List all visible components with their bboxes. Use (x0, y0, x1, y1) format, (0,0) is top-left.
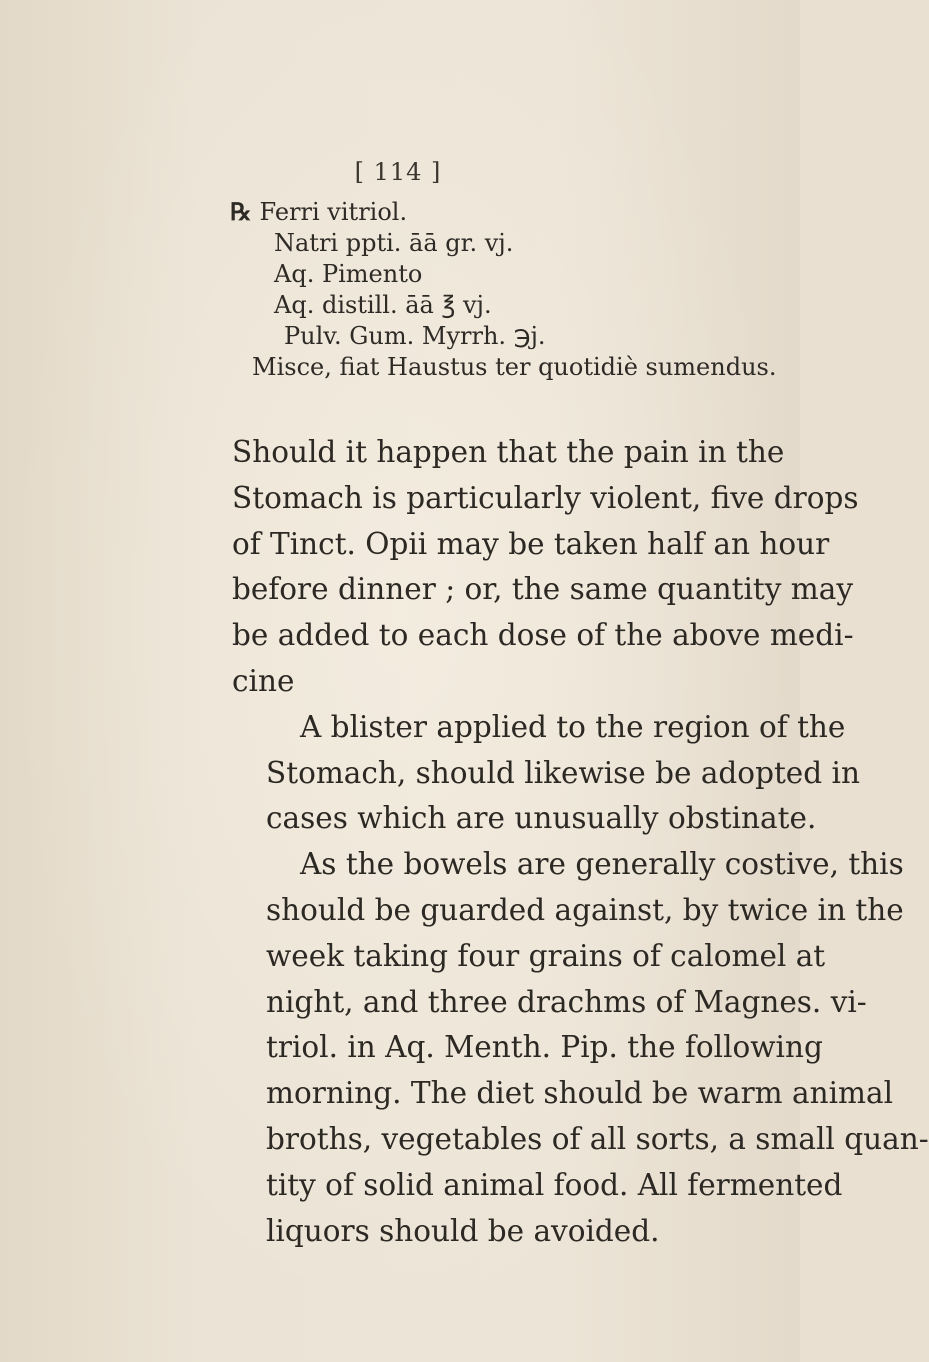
prescription-line: Aq. Pimento (274, 260, 423, 288)
text-line: liquors should be avoided. (266, 1213, 660, 1248)
text-line: week taking four grains of calomel at (266, 938, 826, 973)
text-line: As the bowels are generally costive, this (300, 847, 904, 882)
text-line: before dinner ; or, the same quantity may (232, 572, 854, 607)
prescription-directions: Misce, fiat Haustus ter quotidiè sumendus. (252, 353, 777, 381)
text-line: broths, vegetables of all sorts, a small quan- (266, 1121, 929, 1156)
paragraph (232, 705, 860, 842)
text-line: triol. in Aq. Menth. Pip. the following (266, 1030, 823, 1065)
prescription-line: Aq. distill. āā ℥ vj. (274, 291, 492, 319)
text-line: tity of solid animal food. All fermented (266, 1167, 843, 1202)
text-line: cine (232, 663, 295, 698)
text-line: Stomach is particularly violent, five drops (232, 480, 859, 515)
body-text (232, 430, 929, 1254)
text-line: night, and three drachms of Magnes. vi- (266, 984, 867, 1019)
page-number: [ 114 ] (354, 158, 442, 186)
prescription-line: Pulv. Gum. Myrrh. ℈j. (284, 322, 546, 350)
text-line: Should it happen that the pain in the (232, 435, 785, 469)
text-line: should be guarded against, by twice in the (266, 892, 904, 927)
paragraph (232, 842, 929, 1254)
prescription (230, 196, 776, 383)
text-line: be added to each dose of the above medi- (232, 618, 854, 653)
paragraph (232, 430, 859, 705)
prescription-line (230, 196, 776, 228)
text-line: morning. The diet should be warm animal (266, 1076, 894, 1111)
text-line: cases which are unusually obstinate. (266, 801, 817, 836)
text-line: of Tinct. Opii may be taken half an hour (232, 526, 830, 561)
text-line: Stomach, should likewise be adopted in (266, 755, 860, 790)
text-line: A blister applied to the region of the (300, 709, 846, 744)
prescription-line: Natri ppti. āā gr. vj. (274, 229, 514, 257)
recipe-symbol-icon: ℞ (230, 197, 252, 226)
prescription-line-text: Ferri vitriol. (259, 198, 408, 226)
